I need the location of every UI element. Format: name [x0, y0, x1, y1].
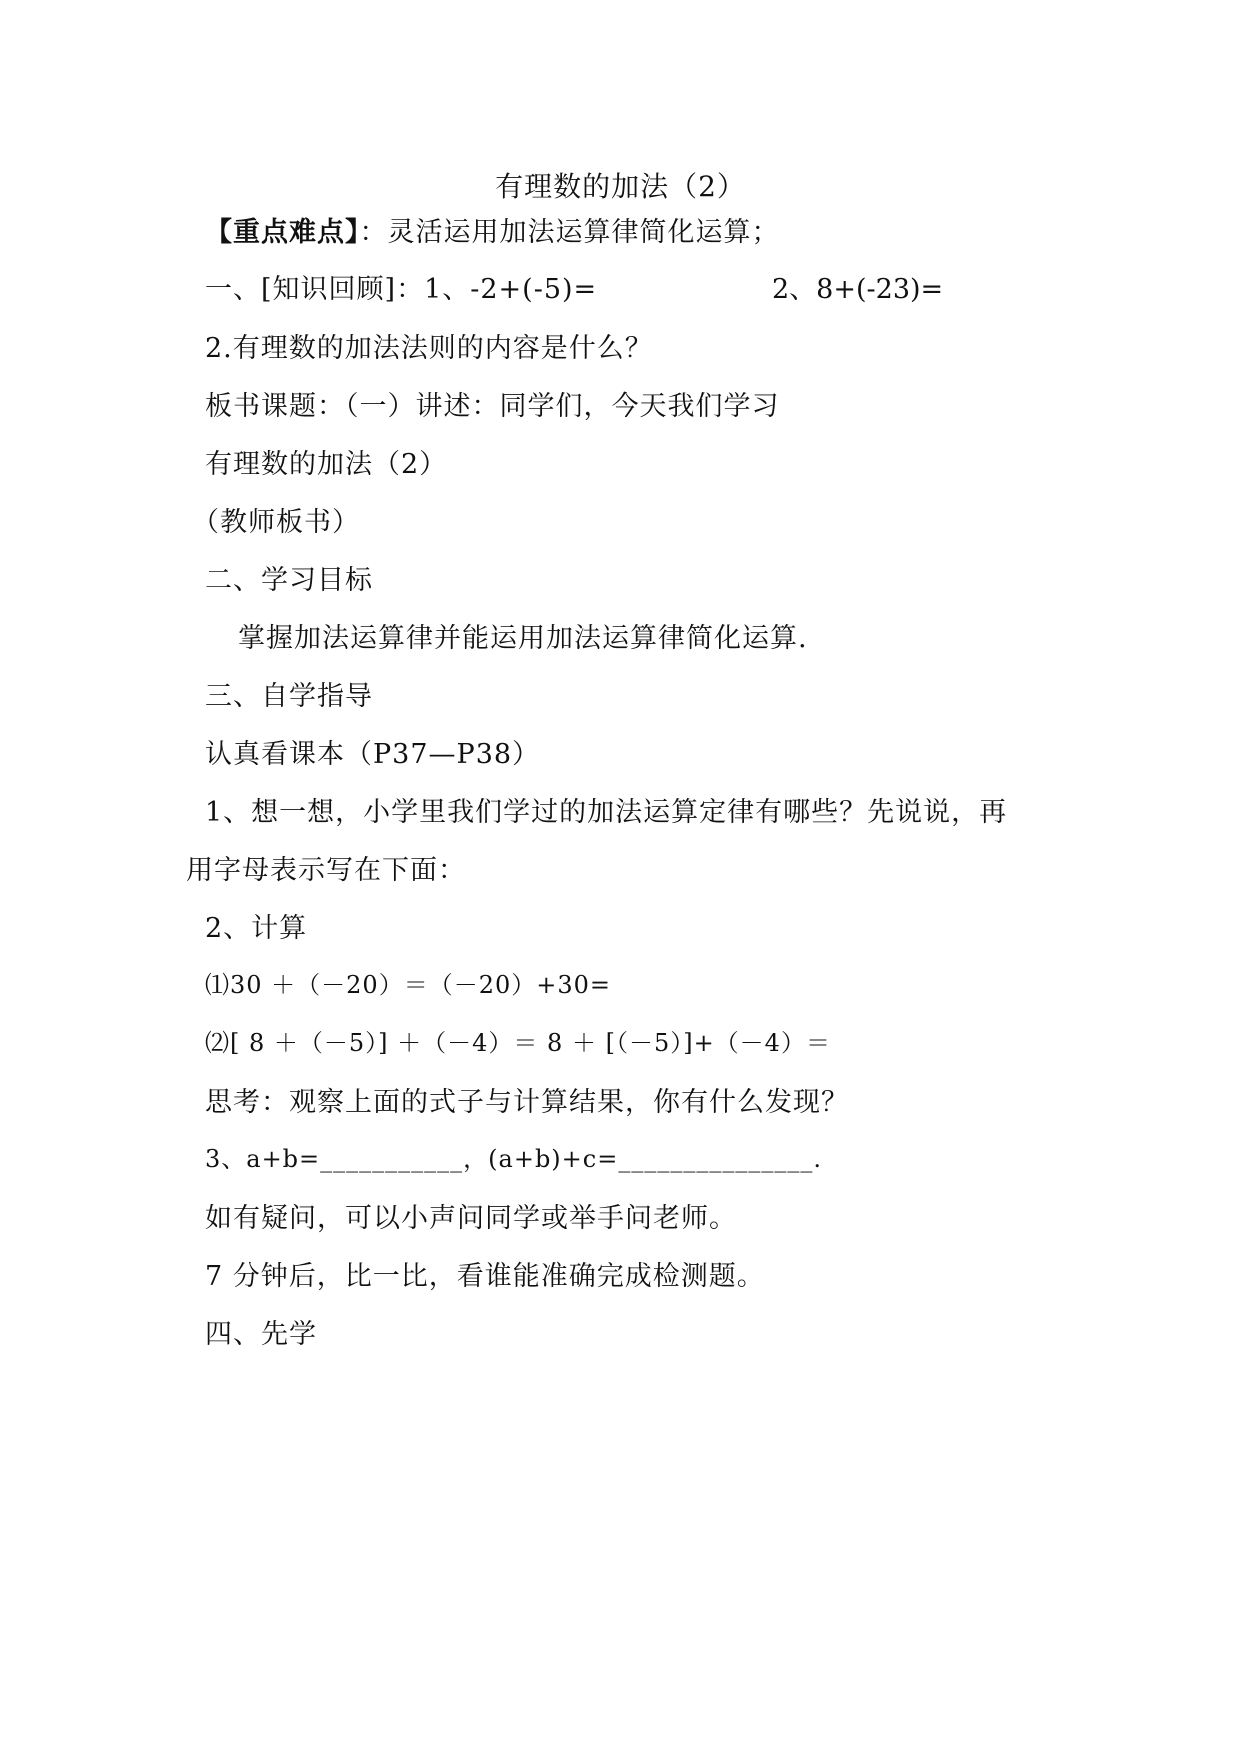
- review-question-1: 一、[知识回顾]：1、-2+(-5)=: [205, 274, 598, 305]
- key-points-line: [205, 210, 780, 249]
- section-3-heading: 三、自学指导: [205, 681, 373, 712]
- review-rule-question: 2.有理数的加法法则的内容是什么？: [205, 333, 653, 364]
- think-question-line-2: 用字母表示写在下面：: [186, 855, 466, 886]
- board-title: 有理数的加法（2）: [205, 449, 448, 480]
- section-2-heading: 二、学习目标: [205, 565, 373, 596]
- question-tip: 如有疑问，可以小声问同学或举手问老师。: [205, 1203, 737, 1234]
- calc-heading: 2、计算: [205, 913, 308, 944]
- reflection-question: 思考：观察上面的式子与计算结果，你有什么发现？: [205, 1087, 849, 1118]
- learning-goal: 掌握加法运算律并能运用加法运算律简化运算.: [238, 623, 808, 654]
- key-points-label: 【重点难点】: [205, 217, 360, 248]
- review-question-2: 2、8+(-23)=: [772, 274, 944, 305]
- think-question-line-1: 1、想一想，小学里我们学过的加法运算定律有哪些？先说说，再: [205, 797, 1008, 828]
- section-4-heading: 四、先学: [205, 1319, 317, 1350]
- teacher-note: （教师板书）: [192, 507, 360, 538]
- read-book-instruction: 认真看课本（P37—P38）: [205, 739, 541, 770]
- key-points-text: ：灵活运用加法运算律简化运算；: [359, 217, 780, 248]
- calc-item-1: ⑴30 ＋（－20）＝（－20）+30=: [205, 971, 612, 999]
- timer-note: 7 分钟后，比一比，看谁能准确完成检测题。: [205, 1261, 765, 1292]
- fill-in-blank: 3、a+b=___________，(a+b)+c=_______________.: [205, 1145, 822, 1173]
- review-line: [205, 267, 597, 306]
- board-intro: 板书课题：（一）讲述：同学们，今天我们学习: [205, 391, 780, 422]
- calc-item-2: ⑵[ 8 ＋（－5）] ＋（－4）＝ 8 ＋ [（－5）]+（－4）＝: [205, 1029, 831, 1057]
- document-title: 有理数的加法（2）: [495, 170, 746, 203]
